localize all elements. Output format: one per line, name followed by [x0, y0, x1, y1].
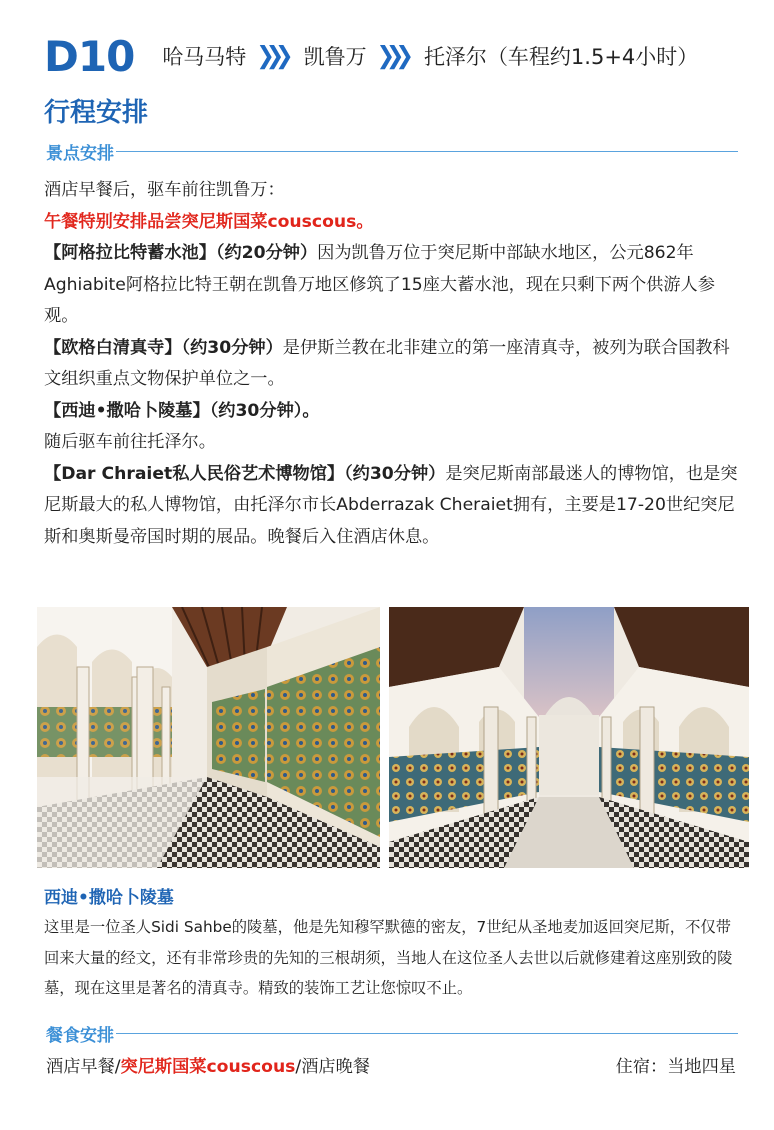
transfer-line: 随后驱车前往托泽尔。: [44, 432, 216, 452]
section-title: 行程安排: [44, 98, 149, 128]
sight-item: 【欧格白清真寺】（约30分钟）是伊斯兰教在北非建立的第一座清真寺，被列为联合国教科文组织重点文物保护单位之一。: [44, 337, 730, 389]
sight-item: 【Dar Chraiet私人民俗艺术博物馆】（约30分钟）是突尼斯南部最迷人的博物馆，也是突尼斯最大的私人博物馆，由托泽尔市长Abderrazak Cheraiet拥有，主要是17-20世纪突尼斯和奥斯曼帝国时期的展品。晚餐后入住酒店休息。: [44, 463, 738, 547]
photo-caption-text: 这里是一位圣人Sidi Sahbe的陵墓，他是先知穆罕默德的密友，7世纪从圣地麦加返回突尼斯，不仅带回来大量的经文，还有非常珍贵的先知的三根胡须，当地人在这位圣人去世以后就修建着这座别致的陵墓，现在这里是著名的清真寺。精致的装饰工艺让您惊叹不止。: [44, 918, 733, 997]
itinerary-text: [44, 175, 738, 553]
intro-line: 酒店早餐后，驱车前往凯鲁万：: [44, 180, 285, 200]
day-number: D10: [44, 31, 135, 81]
breakfast: 酒店早餐/: [46, 1057, 121, 1077]
route-stop-2: 凯鲁万: [303, 45, 367, 69]
mausoleum-photo-1: [37, 607, 380, 868]
sight-item: 【阿格拉比特蓄水池】（约20分钟）因为凯鲁万位于突尼斯中部缺水地区，公元862年Aghiabite阿格拉比特王朝在凯鲁万地区修筑了15座大蓄水池，现在只剩下两个供游人参观。: [44, 243, 715, 326]
sights-heading: [46, 139, 738, 164]
meals-heading-label: 餐食安排: [46, 1026, 114, 1046]
dinner: /酒店晚餐: [295, 1057, 370, 1077]
sight-item: 【西迪•撒哈卜陵墓】（约30分钟）。: [44, 400, 320, 421]
chevron-right-icon: ❯❯❯: [376, 42, 405, 70]
chevron-right-icon: ❯❯❯: [256, 42, 285, 70]
day-header: [44, 30, 698, 82]
divider: [116, 1033, 738, 1034]
meals-heading: [46, 1021, 738, 1046]
mausoleum-photo-2: [389, 607, 749, 868]
route-stop-3: 托泽尔: [423, 45, 487, 69]
divider: [116, 151, 738, 152]
route: [162, 41, 698, 71]
lodging: 住宿：当地四星: [615, 1057, 736, 1077]
sights-heading-label: 景点安排: [46, 144, 114, 164]
photo-caption-title: 西迪•撒哈卜陵墓: [44, 888, 174, 908]
drive-time-note: （车程约1.5+4小时）: [486, 45, 699, 69]
meal-plan: [46, 1052, 370, 1077]
route-stop-1: 哈马马特: [162, 45, 247, 69]
lunch-highlight: 午餐特别安排品尝突尼斯国菜couscous。: [44, 211, 374, 232]
lunch: 突尼斯国菜couscous: [120, 1057, 296, 1077]
